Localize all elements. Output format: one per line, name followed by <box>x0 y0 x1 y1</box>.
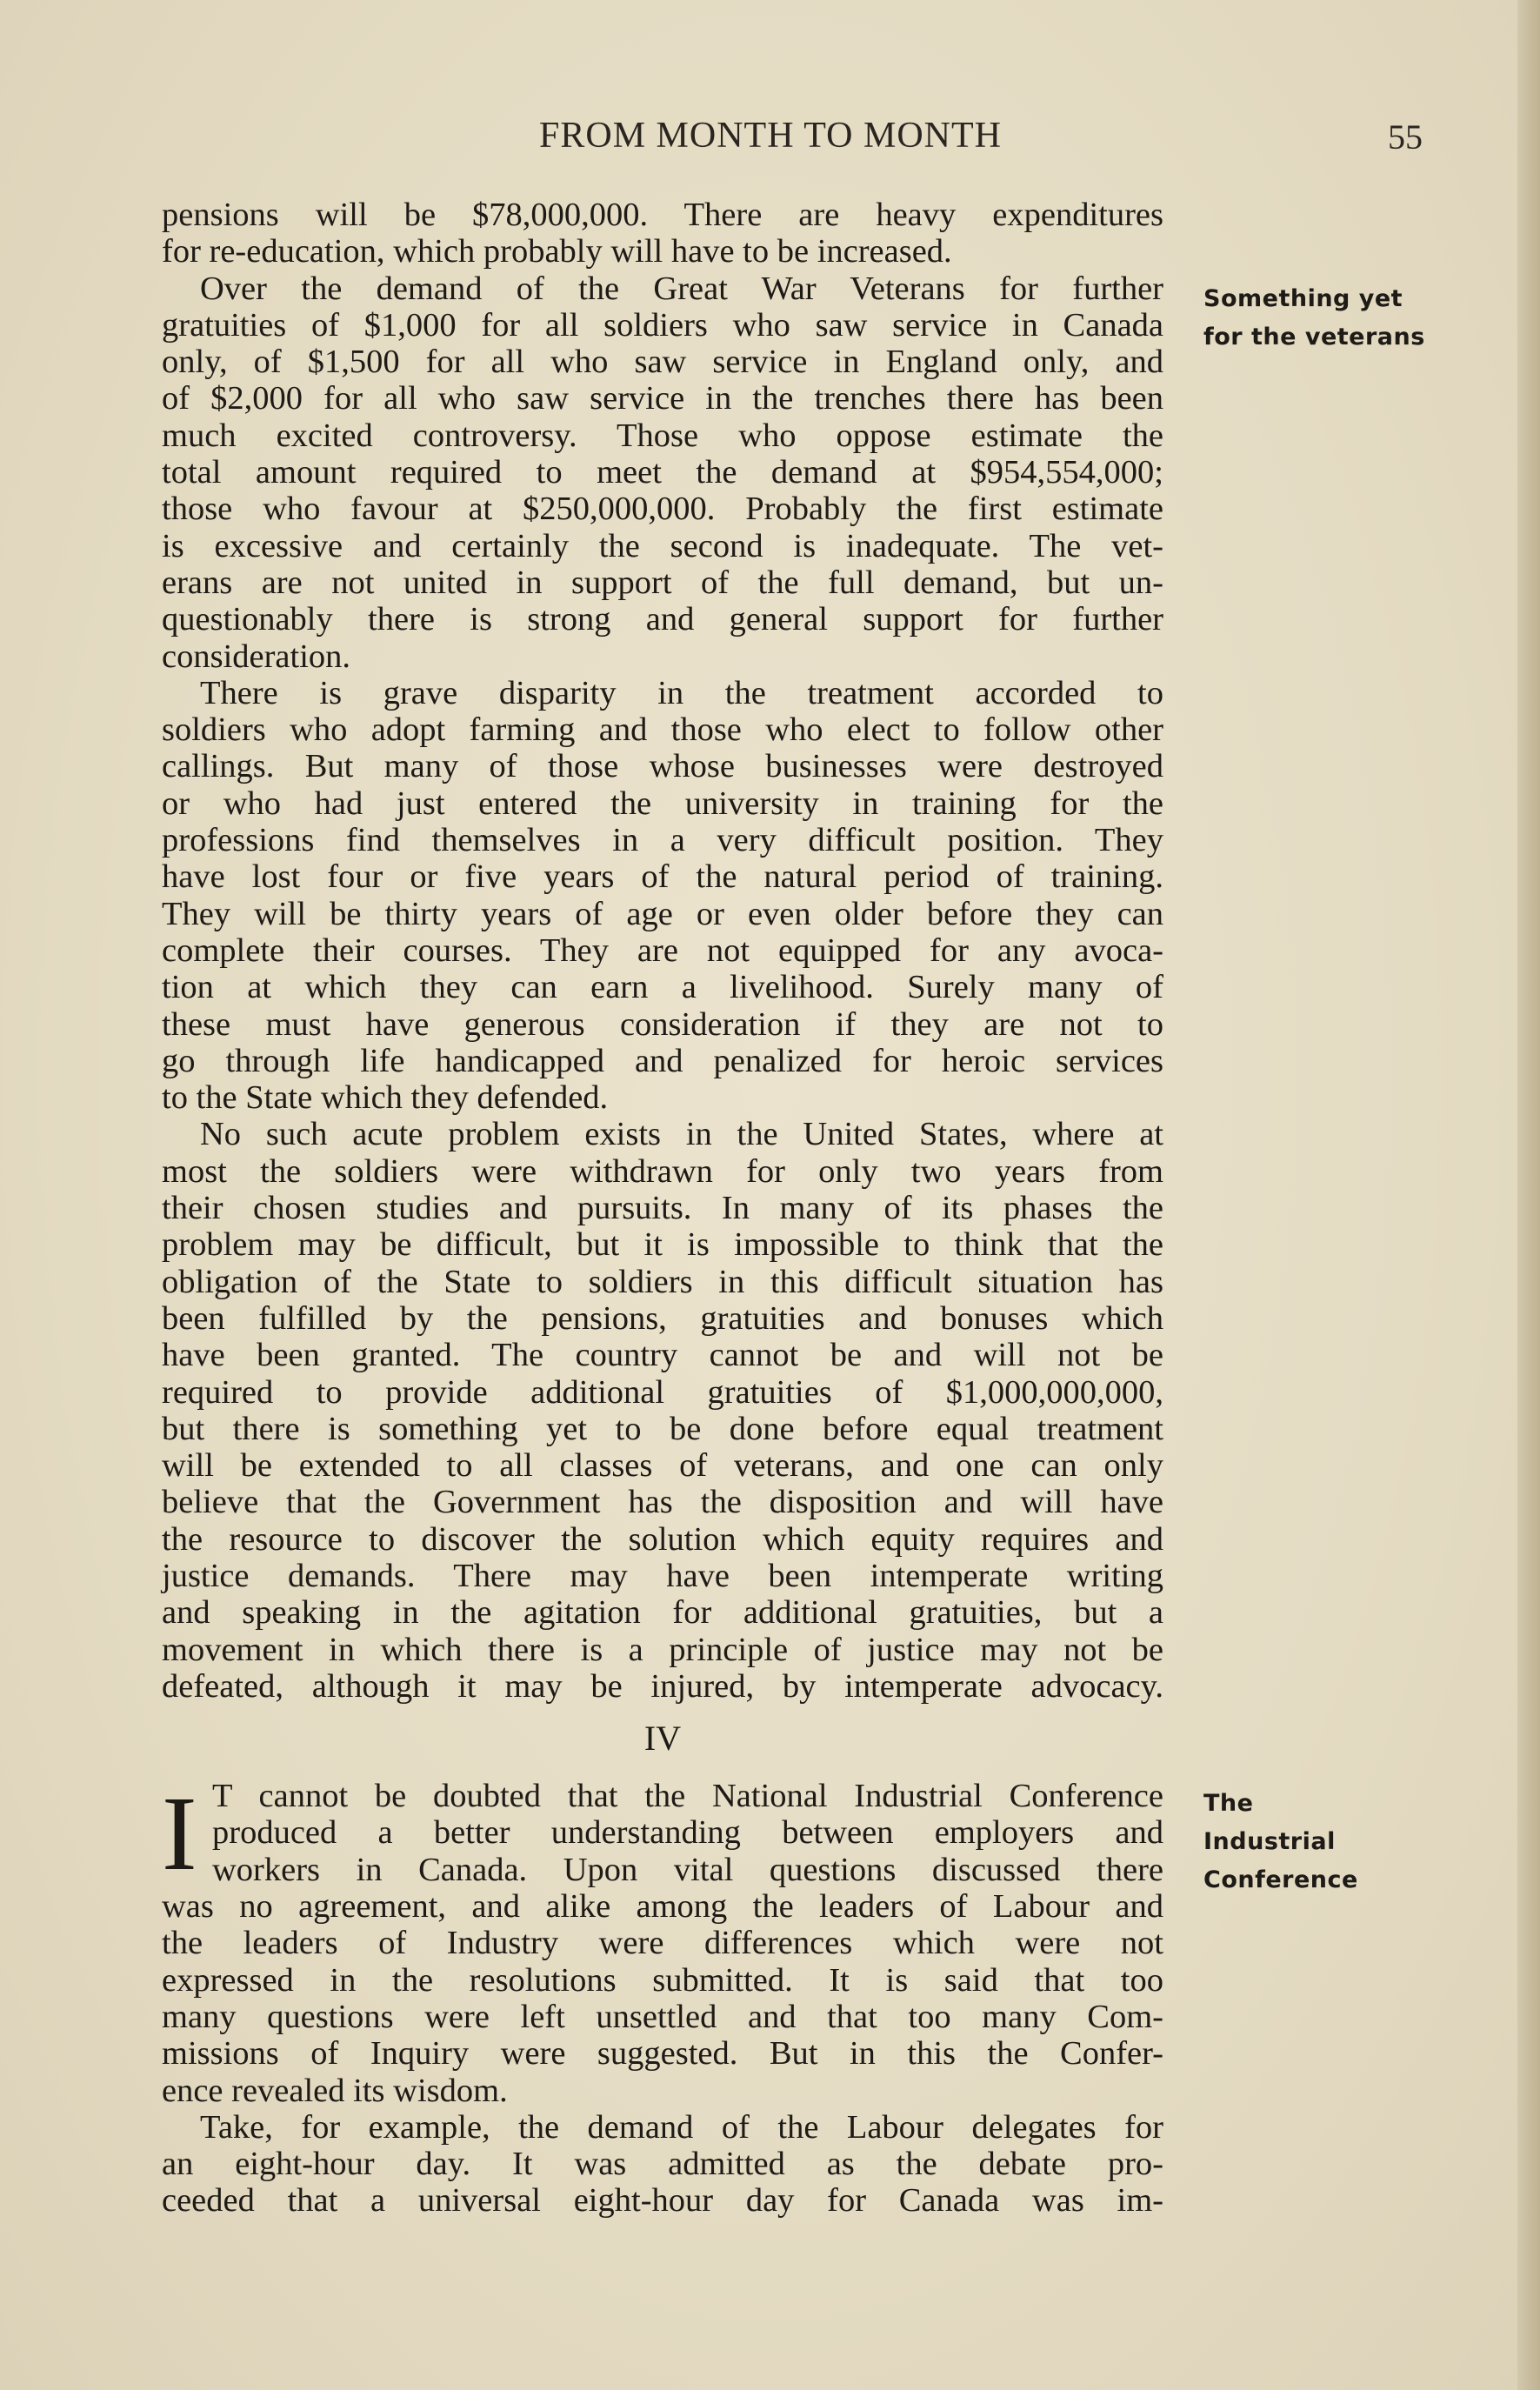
text-line: obligation of the State to soldiers in this difficult situation has <box>162 1263 1163 1300</box>
section-heading: IV <box>643 1719 682 1759</box>
paragraph-disparity <box>162 675 1163 1117</box>
text-line: many questions were left unsettled and that too many Com- <box>162 1998 1163 2035</box>
drop-cap-letter: I <box>162 1775 197 1893</box>
page-number: 55 <box>1388 117 1423 157</box>
text-line: total amount required to meet the demand at $954,554,000; <box>162 454 1163 491</box>
text-line: defeated, although it may be injured, by intemperate advocacy. <box>162 1667 1163 1705</box>
text-line: callings. But many of those whose businesses were destroyed <box>162 748 1163 785</box>
text-line: They will be thirty years of age or even older before they can <box>162 895 1163 932</box>
sidenote-line: Industrial <box>1203 1828 1336 1855</box>
text-line: Over the demand of the Great War Veterans for further <box>200 270 1163 307</box>
text-line: their chosen studies and pursuits. In many of its phases the <box>162 1190 1163 1227</box>
sidenote-line: Something yet <box>1203 285 1403 312</box>
sidenote-line: Conference <box>1203 1866 1358 1893</box>
text-line: complete their courses. They are not equipped for any avoca- <box>162 931 1163 969</box>
text-line: most the soldiers were withdrawn for only two years from <box>162 1152 1163 1190</box>
text-line: of $2,000 for all who saw service in the trenches there has been <box>162 380 1163 417</box>
text-line: the resource to discover the solution which equity requires and <box>162 1520 1163 1558</box>
text-line: gratuities of $1,000 for all soldiers who saw service in Canada <box>162 306 1163 344</box>
text-line: soldiers who adopt farming and those who elect to follow other <box>162 711 1163 749</box>
text-line: only, of $1,500 for all who saw service in England only, and <box>162 344 1163 381</box>
text-line: No such acute problem exists in the United States, where at <box>200 1116 1163 1153</box>
text-line: required to provide additional gratuities of $1,000,000,000, <box>162 1373 1163 1411</box>
text-line: is excessive and certainly the second is inadequate. The vet- <box>162 527 1163 564</box>
text-line: those who favour at $250,000,000. Probably the first estimate <box>162 491 1163 528</box>
text-line: Take, for example, the demand of the Labour delegates for <box>200 2108 1163 2146</box>
running-title: FROM MONTH TO MONTH <box>539 116 1003 156</box>
text-line: was no agreement, and alike among the leaders of Labour and <box>162 1888 1163 1926</box>
text-line: missions of Inquiry were suggested. But in this the Confer- <box>162 2035 1163 2073</box>
text-line: workers in Canada. Upon vital questions discussed there <box>212 1851 1163 1888</box>
text-line: consideration. <box>162 638 351 675</box>
paragraph-industrial-conference <box>162 1775 1163 2109</box>
text-line: have been granted. The country cannot be and will not be <box>162 1337 1163 1374</box>
text-line: to the State which they defended. <box>162 1079 609 1117</box>
text-line: justice demands. There may have been intemperate writing <box>162 1557 1163 1594</box>
paragraph-united-states <box>162 1116 1163 1705</box>
text-line: ceeded that a universal eight-hour day for Canada was im- <box>162 2182 1163 2220</box>
text-line: produced a better understanding between employers and <box>212 1814 1163 1852</box>
text-line: an eight-hour day. It was admitted as the debate pro- <box>162 2146 1163 2183</box>
text-line: been fulfilled by the pensions, gratuities and bonuses which <box>162 1299 1163 1337</box>
paragraph-eight-hour-day <box>162 2109 1163 2220</box>
main-text-column <box>162 197 1163 2220</box>
sidenote-line: The <box>1203 1790 1254 1817</box>
text-line: these must have generous consideration if they are not to <box>162 1005 1163 1043</box>
text-line: tion at which they can earn a livelihood. Surely many of <box>162 969 1163 1006</box>
paragraph-pensions <box>162 197 1163 270</box>
text-line: will be extended to all classes of veterans, and one can only <box>162 1447 1163 1485</box>
text-line: have lost four or five years of the natural period of training. <box>162 858 1163 896</box>
paragraph-veterans-demand <box>162 270 1163 675</box>
text-line: professions find themselves in a very difficult position. They <box>162 822 1163 859</box>
text-line: movement in which there is a principle of justice may not be <box>162 1631 1163 1668</box>
sidenote-veterans <box>1203 280 1464 357</box>
text-line: erans are not united in support of the full demand, but un- <box>162 564 1163 601</box>
text-line: questionably there is strong and general support for further <box>162 601 1163 638</box>
text-line: much excited controversy. Those who oppose estimate the <box>162 417 1163 454</box>
text-line: go through life handicapped and penalized for heroic services <box>162 1042 1163 1079</box>
running-header <box>0 115 1540 167</box>
text-line: There is grave disparity in the treatment accorded to <box>200 674 1163 711</box>
text-line: but there is something yet to be done before equal treatment <box>162 1410 1163 1447</box>
text-line: expressed in the resolutions submitted. It is said that too <box>162 1961 1163 1999</box>
text-line: the leaders of Industry were differences which were not <box>162 1925 1163 1962</box>
text-line: ence revealed its wisdom. <box>162 2072 508 2109</box>
sidenote-industrial-conference <box>1203 1785 1464 1899</box>
text-line: problem may be difficult, but it is impossible to think that the <box>162 1226 1163 1264</box>
page-edge-shadow <box>1517 0 1540 2390</box>
text-line: or who had just entered the university in training for the <box>162 784 1163 822</box>
text-line: T cannot be doubted that the National Industrial Conference <box>212 1778 1163 1815</box>
sidenote-line: for the veterans <box>1203 324 1425 350</box>
text-line: for re-education, which probably will have to be increased. <box>162 233 952 270</box>
text-line: believe that the Government has the disposition and will have <box>162 1484 1163 1521</box>
text-line: and speaking in the agitation for additional gratuities, but a <box>162 1594 1163 1632</box>
text-line: pensions will be $78,000,000. There are heavy expenditures <box>162 197 1163 233</box>
